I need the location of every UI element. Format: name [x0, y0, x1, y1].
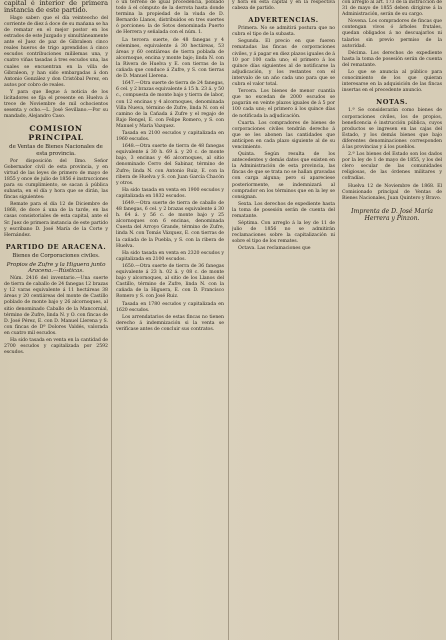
paragraph: Huelva 12 de Noviembre de 1868. El Comisionado principal de Ventas de Bienes Nacionales, Juan Quintero y Bravo. [342, 183, 442, 201]
paragraph: ó un terreno de igual procedencia, poblado todo á el cómputo de la derrota hasta donde termina la propiedad de la viuda de D. Bernardo Llanos, distribuidos en tres suertes ó porciones: la de Sotos denominada Puerto de Herrera y señalada con el núm. 1. [116, 0, 224, 36]
section-heading: ADVERTENCIAS. [248, 16, 319, 25]
section-subheading: de Ventas de Bienes Nacionales de esta provincia. [9, 144, 103, 157]
section-heading: PARTIDO DE ARACENA. [5, 242, 107, 251]
paragraph: Quinta. Según resulta de los antecedentes y demás datos que existen en la Administración de esta provincia, las fincas de que se trata no se hallan gravadas con carga alguna; pero si apareciese posteriormente, se indemnizará al comprador en los términos que en la ley se consignan. [232, 152, 335, 200]
paragraph: 1.ª Se considerarán como bienes de corporaciones civiles, los de propios, beneficencia é instrucción pública, cuyos productos se ingresen en las cajas del Estado, y los demás bienes que bajo diferentes denominaciones corresponden á las provincias y á los pueblos. [342, 108, 442, 150]
paragraph: 2.ª Los bienes del Estado son los dados por la ley de 1 de mayo de 1855, y los del clero secular de las comunidades religiosas, de las órdenes militares y cofradías. [342, 152, 442, 182]
paragraph: Por disposición del Ilmo. Señor Gobernador civil de esta provincia, y en virtud de las leyes de primero de mayo de 1855 y once de julio de 1856 é instrucciones para su cumplimiento, se sacan á pública subasta, en el día y hora que se dirán, las fincas siguientes: [4, 158, 108, 201]
column-1 [4, 0, 108, 640]
column-rule [338, 0, 339, 640]
paragraph: Ha sido tasada en venta en la cantidad de 2700 escudos y capitalizada por 2592 escudos. [4, 338, 108, 356]
paragraph: Octava. Las reclamaciones que [238, 246, 311, 252]
paragraph: Segunda. El precio en que fueren rematadas las fincas de corporaciones civiles, y á pagar en diez plazos iguales de á 10 por 100 cada uno; el primero á los quince días siguientes al de notificarse la adjudicación, y los restantes con el intervalo de un año cada uno para que se cubra el valor total. [232, 39, 335, 88]
paragraph: Novena. Los compradores de fincas que contengan vivos ó árboles frutales, quedan obligados á no descuajarlos ni talarlos sin previo permiso de la autoridad. [342, 19, 442, 49]
paragraph: 1650.—Otra suerte de tierra de 36 fanegas equivalente á 23 h. 02 á. y 08 c. de monte bajo y alcornoques, al sitio de los Llanos del Castillo, término de Zufre, linda N. con la cañada de la Higuera, E. con D. Francisco Romero y S. con José Ruiz. [116, 263, 224, 300]
paragraph: Séptima. Con arreglo á la ley de 11 de julio de 1856 no se admitirán reclamaciones sobre la capitalización ni sobre el tipo de los remates. [232, 221, 335, 245]
paragraph: 1647.—Otra suerte de tierra de 24 fanegas, 6 cel. y 2 brazas equivalente á 15 h. 23 á. y 50 c., compuesta de monte bajo y tierra de labor, con 12 encinas y 4 alcornoques, denominada Villa Nueva, término de Zufre, linda N. con el camino de la Cañada á Zufre y el regajo de Rajo Rengel, E. con Felipe Romero, y S. con Manuel y María Vazquez. [116, 81, 224, 129]
paragraph: Sexta. Los derechos de expediente hasta la toma de posesión serán de cuenta del rematante. [232, 201, 335, 219]
column-3 [232, 0, 335, 640]
italic-subheading: Propios de Zufre y la Higuera junto Aracena.—Rústicas. [6, 261, 106, 274]
paragraph: Hago saber: que el día veinteocho del corriente de diez á doce de su mañana se ha de rematar en el mejor postor en los estrados de este Juzgado y simultáneamente ante el Juez de paz de Gibraleon cinco reales hueros de trigo aprendidos á cinco escudos contribuciones mililemas una, y cuatro viñas tasadas á tres escudos una, las cuales se encuentran en la villa de Gibraleon, y han sido embargadas á don Antonio González y don Cristóbal Perez, en autos por cobro de reales. [4, 15, 108, 88]
section-heading: COMISION PRINCIPAL [28, 124, 84, 143]
paragraph: Ha sido tasada en venta en 2320 escudos y capitalizada en 2100 escudos. [116, 250, 224, 262]
column-rule [228, 0, 229, 640]
lead-text: y hora en esta capital y en la respectiva cabeza de partido. [232, 0, 335, 12]
paragraph: Tasada en 1780 escudos y capitalizada en 1620 escudos. [116, 301, 224, 313]
section-subheading: Bienes de Corporaciones civiles. [12, 252, 100, 259]
column-4 [342, 0, 442, 640]
paragraph: Remate para el día 12 de Diciembre de 1868, de doce á una de la tarde, en las casas consistoriales de esta capital, ante el Sr. Juez de primera instancia de este partido y escribano D. José María de la Corte y Hernández. [4, 202, 108, 238]
paragraph: Cuarta. Los compradores de bienes de corporaciones civiles tendrán derecho á que se les abonen las cantidades que anticipen en cada plazo siguiente al de su vencimiento. [232, 120, 335, 150]
paragraph: 1648.—Otra suerte de tierra de 48 fanegas equivalente á 30 h. 69 á. y 20 c. de monte bajo, 3 encinas y 46 alcornoques, al sitio denominado Cerro del Sabinar, término de Zufre; linda N. con Antonio Ruiz, E. con la ribera de Huelva y S. con Juan García Chacón y otros. [116, 144, 224, 186]
paragraph: con arreglo al art. 173 de la instrucción de 31 de mayo de 1855 deben dirigirse á la Administración, serán de su cargo. [342, 0, 442, 18]
lead-text: capital é interior de primera instancia de este partido. [4, 0, 108, 15]
paragraph: La tercera suerte, de 48 fanegas y 4 celemines, equivalente á 30 hectáreas, 53 áreas y 60 centiáreas de tierra poblada de alcornoque, encina y monte bajo; linda N. con la Rivera de Huelva y E. con tierras de la cañada que conduce á Zufre, y S. con tierras de D. Manuel Llerena. [116, 37, 224, 80]
paragraph: Los arrendatarios de estas fincas no tienen derecho á indemnización si la venta se verificase antes de concluir sus contratos. [116, 314, 224, 332]
paragraph: Ha sido tasada en venta en 1900 escudos y capitalizada en 1832 escudos. [116, 187, 224, 199]
paragraph: 1649.—Otra suerte de tierra de caballo de 48 fanegas, 6 cel. y 2 brazas equivalente á 30 h. 64 á. y 56 c. de monte bajo y 25 alcornoques con 6 encinas, denominada Cuesta del Arroyo Grande, término de Zufre, linda N. con Tomás Vázquez, E. con tierras de la cañada de la Puebla, y S. con la ribera de Huelva. [116, 201, 224, 249]
printer-imprint: Imprenta de D. José María Herrera y Pinzon. [351, 207, 433, 223]
paragraph: Y para que llegue á noticia de los licitadores se fija el presente en Huelva á trece de Noviembre de mil ochocientos sesenta y ocho.—L. José Sevillano.—Por su mandado, Alejandro Caso. [4, 89, 108, 120]
paragraph: Tercera. Los bienes de menor cuantía que no excedan de 2000 escudos se pagarán en veinte plazos iguales de á 5 por 100 cada uno; el primero á los quince días de notificada la adjudicación. [232, 89, 335, 119]
paragraph: Tasada en 2100 escudos y capitalizada en 1960 escudos. [116, 130, 224, 143]
paragraph: Primera. No se admitirá postura que no cubra el tipo de la subasta. [232, 26, 335, 38]
section-heading: NOTAS. [376, 98, 408, 107]
column-rule [111, 0, 112, 640]
column-2 [116, 0, 224, 640]
paragraph: Núm. 2416 del inventario.—Una suerte de tierra de caballo de 24 fanegas 12 brazas y 12 varas equivalente á 11 hectáreas 38 áreas y 20 centiáreas del monte de Castillo poblado de monte bajo y 26 alcornoques, al sitio denominado Caballo de la Mancornial, término de Zufre, linda N. y O. con fincas de D. José Pérez, E. con D. Manuel Llerena y S. con fincas de Dª Dolores Valdés, valorada en cuatro mil escudos. [4, 276, 108, 336]
paragraph: Lo que se anuncia al público para conocimiento de los que quieran interesarse en la adquisición de las fincas insertas en el precedente anuncio. [342, 70, 442, 94]
paragraph: Décima. Los derechos de expediente hasta la toma de posesión serán de cuenta del rematante. [342, 50, 442, 68]
